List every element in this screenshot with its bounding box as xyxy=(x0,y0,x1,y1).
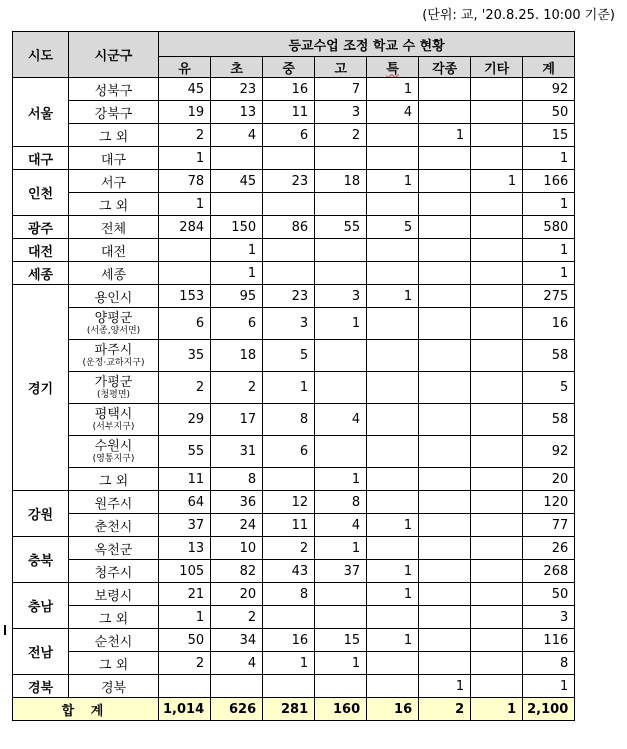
value-cell: 8 xyxy=(211,468,263,491)
value-cell xyxy=(315,147,367,170)
value-cell xyxy=(367,675,419,698)
sigungu-cell: 대구 xyxy=(69,147,159,170)
value-cell xyxy=(471,78,523,101)
value-cell xyxy=(471,468,523,491)
margin-marker xyxy=(4,625,6,635)
value-cell xyxy=(315,262,367,285)
value-cell xyxy=(367,124,419,147)
total-value-cell: 2 xyxy=(419,698,471,721)
header-col-5: 각종 xyxy=(419,57,471,78)
value-cell: 18 xyxy=(211,340,263,372)
value-cell xyxy=(367,436,419,468)
value-cell xyxy=(263,239,315,262)
value-cell xyxy=(263,193,315,216)
value-cell: 50 xyxy=(159,629,211,652)
value-cell: 1 xyxy=(523,675,575,698)
value-cell xyxy=(263,147,315,170)
header-col-2: 중 xyxy=(263,57,315,78)
value-cell xyxy=(263,606,315,629)
sigungu-cell: 그 외 xyxy=(69,124,159,147)
value-cell xyxy=(367,468,419,491)
value-cell: 8 xyxy=(263,583,315,606)
value-cell: 2 xyxy=(315,124,367,147)
value-cell: 1 xyxy=(367,629,419,652)
value-cell: 10 xyxy=(211,537,263,560)
value-cell xyxy=(315,193,367,216)
table-row xyxy=(13,193,575,216)
value-cell: 55 xyxy=(315,216,367,239)
value-cell: 2 xyxy=(211,372,263,404)
table-row xyxy=(13,170,575,193)
value-cell: 4 xyxy=(211,652,263,675)
value-cell xyxy=(263,468,315,491)
table-row xyxy=(13,124,575,147)
value-cell: 1 xyxy=(419,675,471,698)
value-cell: 37 xyxy=(159,514,211,537)
value-cell xyxy=(471,101,523,124)
value-cell: 3 xyxy=(315,101,367,124)
value-cell xyxy=(419,262,471,285)
value-cell: 3 xyxy=(263,308,315,340)
value-cell xyxy=(471,147,523,170)
value-cell xyxy=(471,239,523,262)
value-cell: 1 xyxy=(523,147,575,170)
table-row xyxy=(13,675,575,698)
value-cell: 1 xyxy=(315,468,367,491)
value-cell: 31 xyxy=(211,436,263,468)
value-cell xyxy=(419,491,471,514)
value-cell: 43 xyxy=(263,560,315,583)
value-cell xyxy=(367,340,419,372)
sido-cell: 경북 xyxy=(13,675,69,698)
value-cell: 580 xyxy=(523,216,575,239)
value-cell xyxy=(315,583,367,606)
total-value-cell: 16 xyxy=(367,698,419,721)
value-cell xyxy=(159,239,211,262)
value-cell: 1 xyxy=(419,124,471,147)
value-cell: 45 xyxy=(211,170,263,193)
header-col-3: 고 xyxy=(315,57,367,78)
sigungu-cell: 세종 xyxy=(69,262,159,285)
value-cell xyxy=(211,147,263,170)
value-cell: 150 xyxy=(211,216,263,239)
header-sido: 시도 xyxy=(13,32,69,78)
sigungu-cell: 성북구 xyxy=(69,78,159,101)
value-cell: 8 xyxy=(523,652,575,675)
value-cell xyxy=(367,404,419,436)
value-cell: 1 xyxy=(367,78,419,101)
sigungu-cell: 그 외 xyxy=(69,468,159,491)
total-value-cell: 1 xyxy=(471,698,523,721)
value-cell: 18 xyxy=(315,170,367,193)
value-cell xyxy=(367,239,419,262)
value-cell xyxy=(419,340,471,372)
value-cell: 23 xyxy=(211,78,263,101)
value-cell xyxy=(419,583,471,606)
value-cell xyxy=(471,262,523,285)
value-cell: 45 xyxy=(159,78,211,101)
table-row xyxy=(13,629,575,652)
value-cell: 20 xyxy=(211,583,263,606)
table-row xyxy=(13,652,575,675)
sigungu-cell: 원주시 xyxy=(69,491,159,514)
total-value-cell: 2,100 xyxy=(523,698,575,721)
table-row xyxy=(13,101,575,124)
value-cell xyxy=(419,78,471,101)
value-cell: 105 xyxy=(159,560,211,583)
value-cell xyxy=(471,560,523,583)
value-cell xyxy=(315,606,367,629)
value-cell xyxy=(471,514,523,537)
value-cell: 12 xyxy=(263,491,315,514)
value-cell xyxy=(419,537,471,560)
value-cell xyxy=(367,193,419,216)
value-cell xyxy=(471,216,523,239)
value-cell xyxy=(367,652,419,675)
value-cell: 1 xyxy=(367,170,419,193)
sigungu-cell: 그 외 xyxy=(69,606,159,629)
header-col-1: 초 xyxy=(211,57,263,78)
table-row xyxy=(13,285,575,308)
value-cell xyxy=(471,436,523,468)
sido-cell: 광주 xyxy=(13,216,69,239)
value-cell: 29 xyxy=(159,404,211,436)
value-cell: 2 xyxy=(263,537,315,560)
value-cell xyxy=(419,560,471,583)
value-cell: 1 xyxy=(211,262,263,285)
school-status-table xyxy=(12,31,575,721)
table-row xyxy=(13,491,575,514)
value-cell: 11 xyxy=(159,468,211,491)
value-cell: 116 xyxy=(523,629,575,652)
table-row xyxy=(13,404,575,436)
sido-cell: 대구 xyxy=(13,147,69,170)
sido-cell: 강원 xyxy=(13,491,69,537)
sido-cell: 전남 xyxy=(13,629,69,675)
value-cell xyxy=(419,239,471,262)
value-cell: 120 xyxy=(523,491,575,514)
value-cell: 11 xyxy=(263,514,315,537)
value-cell: 4 xyxy=(367,101,419,124)
sido-cell: 인천 xyxy=(13,170,69,216)
value-cell: 58 xyxy=(523,340,575,372)
value-cell: 17 xyxy=(211,404,263,436)
table-row xyxy=(13,262,575,285)
value-cell xyxy=(419,372,471,404)
value-cell: 77 xyxy=(523,514,575,537)
value-cell: 23 xyxy=(263,285,315,308)
value-cell: 11 xyxy=(263,101,315,124)
value-cell: 1 xyxy=(159,606,211,629)
table-row xyxy=(13,514,575,537)
value-cell xyxy=(419,514,471,537)
sigungu-cell: 그 외 xyxy=(69,652,159,675)
value-cell: 8 xyxy=(315,491,367,514)
value-cell: 1 xyxy=(471,170,523,193)
value-cell: 284 xyxy=(159,216,211,239)
total-value-cell: 626 xyxy=(211,698,263,721)
value-cell: 1 xyxy=(211,239,263,262)
value-cell xyxy=(367,491,419,514)
sigungu-cell: 보령시 xyxy=(69,583,159,606)
value-cell xyxy=(419,170,471,193)
value-cell xyxy=(367,606,419,629)
value-cell xyxy=(419,147,471,170)
value-cell xyxy=(419,308,471,340)
value-cell xyxy=(211,193,263,216)
header-sigungu: 시군구 xyxy=(69,32,159,78)
table-row xyxy=(13,606,575,629)
value-cell: 2 xyxy=(159,124,211,147)
value-cell: 19 xyxy=(159,101,211,124)
value-cell: 3 xyxy=(523,606,575,629)
sigungu-cell: 수원시 (영통지구) xyxy=(69,436,159,468)
sigungu-cell: 가평군 (청평면) xyxy=(69,372,159,404)
value-cell xyxy=(315,239,367,262)
table-row xyxy=(13,537,575,560)
value-cell: 6 xyxy=(159,308,211,340)
value-cell xyxy=(471,285,523,308)
value-cell xyxy=(471,308,523,340)
total-value-cell: 160 xyxy=(315,698,367,721)
sigungu-cell: 서구 xyxy=(69,170,159,193)
value-cell xyxy=(419,216,471,239)
table-row xyxy=(13,468,575,491)
value-cell: 50 xyxy=(523,583,575,606)
value-cell xyxy=(367,537,419,560)
value-cell: 4 xyxy=(211,124,263,147)
value-cell xyxy=(471,372,523,404)
value-cell: 55 xyxy=(159,436,211,468)
value-cell: 2 xyxy=(159,372,211,404)
total-label: 합 계 xyxy=(13,698,159,721)
value-cell: 86 xyxy=(263,216,315,239)
value-cell: 4 xyxy=(315,404,367,436)
value-cell: 6 xyxy=(263,436,315,468)
value-cell xyxy=(419,404,471,436)
value-cell xyxy=(419,606,471,629)
sigungu-cell: 양평군 (서종,양서면) xyxy=(69,308,159,340)
table-row xyxy=(13,239,575,262)
value-cell xyxy=(211,675,263,698)
value-cell xyxy=(263,675,315,698)
value-cell: 2 xyxy=(159,652,211,675)
value-cell: 92 xyxy=(523,78,575,101)
value-cell: 24 xyxy=(211,514,263,537)
value-cell: 4 xyxy=(315,514,367,537)
value-cell xyxy=(471,537,523,560)
sigungu-cell: 대전 xyxy=(69,239,159,262)
sigungu-cell: 경북 xyxy=(69,675,159,698)
value-cell xyxy=(419,285,471,308)
value-cell: 20 xyxy=(523,468,575,491)
value-cell: 1 xyxy=(367,285,419,308)
value-cell: 5 xyxy=(523,372,575,404)
value-cell: 8 xyxy=(263,404,315,436)
value-cell xyxy=(471,606,523,629)
value-cell: 1 xyxy=(367,583,419,606)
value-cell xyxy=(263,262,315,285)
sido-cell: 세종 xyxy=(13,262,69,285)
value-cell: 34 xyxy=(211,629,263,652)
value-cell: 92 xyxy=(523,436,575,468)
header-col-4: 특 xyxy=(367,57,419,78)
value-cell: 95 xyxy=(211,285,263,308)
value-cell: 23 xyxy=(263,170,315,193)
value-cell: 37 xyxy=(315,560,367,583)
sigungu-cell: 평택시 (서부지구) xyxy=(69,404,159,436)
value-cell: 16 xyxy=(523,308,575,340)
value-cell: 1 xyxy=(523,239,575,262)
value-cell: 58 xyxy=(523,404,575,436)
value-cell: 78 xyxy=(159,170,211,193)
sido-cell: 서울 xyxy=(13,78,69,147)
sido-cell: 대전 xyxy=(13,239,69,262)
value-cell xyxy=(471,404,523,436)
value-cell: 15 xyxy=(523,124,575,147)
value-cell: 1 xyxy=(315,652,367,675)
value-cell: 1 xyxy=(159,193,211,216)
value-cell xyxy=(471,629,523,652)
value-cell: 275 xyxy=(523,285,575,308)
sigungu-cell: 그 외 xyxy=(69,193,159,216)
table-row xyxy=(13,560,575,583)
value-cell xyxy=(367,308,419,340)
total-value-cell: 1,014 xyxy=(159,698,211,721)
value-cell xyxy=(471,491,523,514)
value-cell xyxy=(367,262,419,285)
header-col-0: 유 xyxy=(159,57,211,78)
value-cell xyxy=(471,583,523,606)
value-cell: 1 xyxy=(315,537,367,560)
sido-cell: 충북 xyxy=(13,537,69,583)
value-cell: 1 xyxy=(367,514,419,537)
total-value-cell: 281 xyxy=(263,698,315,721)
header-col-6: 기타 xyxy=(471,57,523,78)
table-row xyxy=(13,436,575,468)
total-row xyxy=(13,698,575,721)
table-row xyxy=(13,372,575,404)
value-cell xyxy=(471,193,523,216)
value-cell: 1 xyxy=(315,308,367,340)
table-row xyxy=(13,308,575,340)
value-cell xyxy=(471,652,523,675)
value-cell: 1 xyxy=(523,193,575,216)
value-cell: 50 xyxy=(523,101,575,124)
value-cell xyxy=(471,340,523,372)
value-cell: 6 xyxy=(211,308,263,340)
value-cell: 1 xyxy=(263,652,315,675)
value-cell xyxy=(315,372,367,404)
value-cell xyxy=(419,468,471,491)
value-cell: 1 xyxy=(523,262,575,285)
sigungu-cell: 순천시 xyxy=(69,629,159,652)
value-cell: 35 xyxy=(159,340,211,372)
value-cell xyxy=(159,262,211,285)
sigungu-cell: 청주시 xyxy=(69,560,159,583)
value-cell xyxy=(159,675,211,698)
value-cell: 3 xyxy=(315,285,367,308)
value-cell xyxy=(315,436,367,468)
value-cell xyxy=(471,675,523,698)
value-cell: 5 xyxy=(263,340,315,372)
sigungu-cell: 파주시 (운정·교하지구) xyxy=(69,340,159,372)
value-cell: 13 xyxy=(159,537,211,560)
value-cell: 1 xyxy=(367,560,419,583)
value-cell: 16 xyxy=(263,78,315,101)
sido-cell: 충남 xyxy=(13,583,69,629)
value-cell: 153 xyxy=(159,285,211,308)
sigungu-cell: 옥천군 xyxy=(69,537,159,560)
sigungu-cell: 용인시 xyxy=(69,285,159,308)
value-cell: 26 xyxy=(523,537,575,560)
table-row xyxy=(13,216,575,239)
value-cell xyxy=(419,652,471,675)
value-cell: 7 xyxy=(315,78,367,101)
unit-note: (단위: 교, '20.8.25. 10:00 기준) xyxy=(422,8,615,23)
table-row xyxy=(13,147,575,170)
value-cell xyxy=(419,101,471,124)
table-row xyxy=(13,583,575,606)
value-cell xyxy=(367,147,419,170)
value-cell: 166 xyxy=(523,170,575,193)
sido-cell: 경기 xyxy=(13,285,69,491)
sigungu-cell: 춘천시 xyxy=(69,514,159,537)
value-cell: 82 xyxy=(211,560,263,583)
value-cell: 16 xyxy=(263,629,315,652)
value-cell: 15 xyxy=(315,629,367,652)
value-cell: 1 xyxy=(159,147,211,170)
value-cell xyxy=(419,629,471,652)
table-row xyxy=(13,78,575,101)
table-row xyxy=(13,340,575,372)
value-cell xyxy=(367,372,419,404)
header-col-7: 계 xyxy=(523,57,575,78)
value-cell: 21 xyxy=(159,583,211,606)
value-cell: 2 xyxy=(211,606,263,629)
value-cell: 36 xyxy=(211,491,263,514)
value-cell: 13 xyxy=(211,101,263,124)
value-cell: 5 xyxy=(367,216,419,239)
value-cell xyxy=(419,193,471,216)
value-cell xyxy=(471,124,523,147)
header-group: 등교수업 조정 학교 수 현황 xyxy=(159,32,575,57)
value-cell: 268 xyxy=(523,560,575,583)
value-cell xyxy=(419,436,471,468)
value-cell xyxy=(315,340,367,372)
sigungu-cell: 전체 xyxy=(69,216,159,239)
value-cell: 1 xyxy=(263,372,315,404)
value-cell xyxy=(315,675,367,698)
value-cell: 6 xyxy=(263,124,315,147)
sigungu-cell: 강북구 xyxy=(69,101,159,124)
value-cell: 64 xyxy=(159,491,211,514)
